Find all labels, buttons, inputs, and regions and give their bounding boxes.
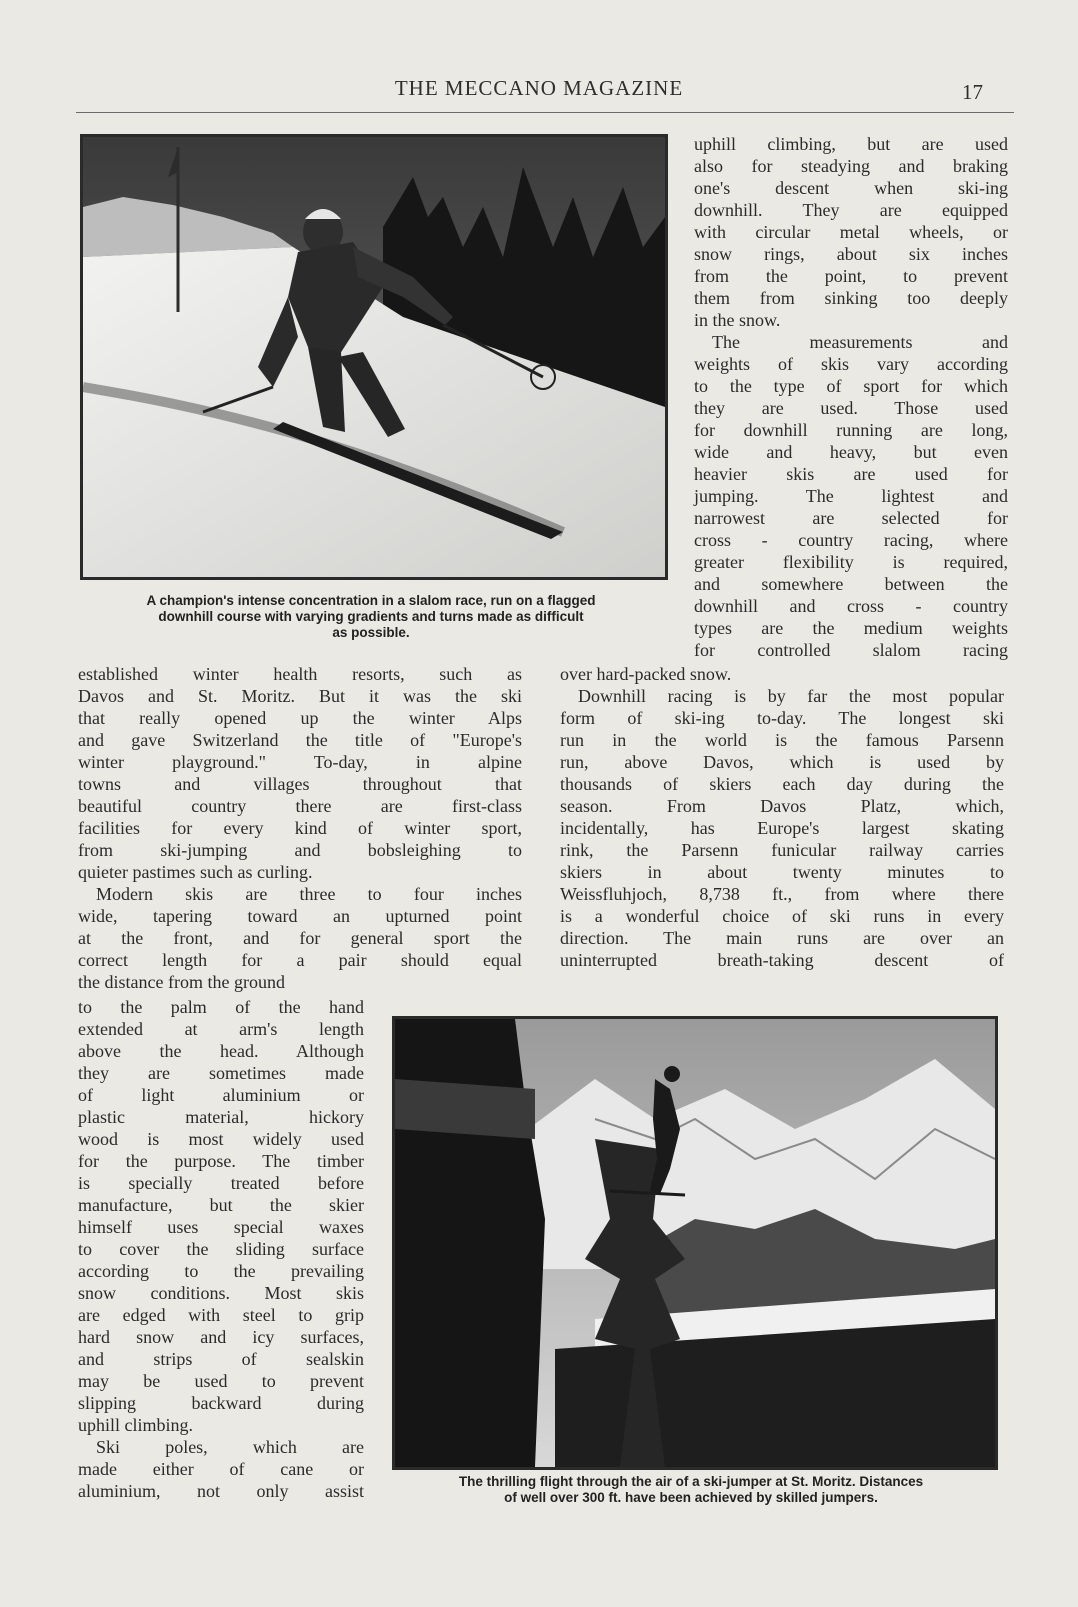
text-line: that really opened up the winter Alps	[78, 708, 522, 728]
caption-line: downhill course with varying gradients and turns made as difficult	[158, 609, 584, 624]
text-line: them from sinking too deeply	[694, 288, 1008, 308]
text-line: for the purpose. The timber	[78, 1151, 364, 1171]
column-middle-right	[560, 663, 1004, 971]
text-line: are edged with steel to grip	[78, 1305, 364, 1325]
text-line: himself uses special waxes	[78, 1217, 364, 1237]
text-line: wood is most widely used	[78, 1129, 364, 1149]
text-line: jumping. The lightest and	[694, 486, 1008, 506]
text-line: for downhill running are long,	[694, 420, 1008, 440]
text-line: and somewhere between the	[694, 574, 1008, 594]
text-line: with circular metal wheels, or	[694, 222, 1008, 242]
text-line: types are the medium weights	[694, 618, 1008, 638]
text-line: narrowest are selected for	[694, 508, 1008, 528]
text-line: above the head. Although	[78, 1041, 364, 1061]
page-number: 17	[962, 80, 983, 104]
text-line: winter playground." To-day, in alpine	[78, 752, 522, 772]
text-line: Weissfluhjoch, 8,738 ft., from where there	[560, 884, 1004, 904]
text-line: season. From Davos Platz, which,	[560, 796, 1004, 816]
text-line: downhill and cross - country	[694, 596, 1008, 616]
text-line: beautiful country there are first-class	[78, 796, 522, 816]
text-line: wide, tapering toward an upturned point	[78, 906, 522, 926]
ski-jumper-photo	[392, 1016, 998, 1470]
column-top-right	[694, 133, 1008, 661]
text-line: is a wonderful choice of ski runs in every	[560, 906, 1004, 926]
text-line: Ski poles, which are	[96, 1437, 364, 1457]
text-line: plastic material, hickory	[78, 1107, 364, 1127]
text-line: wide and heavy, but even	[694, 442, 1008, 462]
text-line: at the front, and for general sport the	[78, 928, 522, 948]
text-line: extended at arm's length	[78, 1019, 364, 1039]
text-line: weights of skis vary according	[694, 354, 1008, 374]
text-line: direction. The main runs are over an	[560, 928, 1004, 948]
text-line: uninterrupted breath-taking descent of	[560, 950, 1004, 970]
text-line: cross - country racing, where	[694, 530, 1008, 550]
text-line: for controlled slalom racing	[694, 640, 1008, 660]
text-line: incidentally, has Europe's largest skating	[560, 818, 1004, 838]
text-line: uphill climbing.	[78, 1415, 193, 1435]
text-line: hard snow and icy surfaces,	[78, 1327, 364, 1347]
slalom-photo-caption	[68, 593, 674, 641]
text-line: downhill. They are equipped	[694, 200, 1008, 220]
text-line: Downhill racing is by far the most popular	[578, 686, 1004, 706]
text-line: and strips of sealskin	[78, 1349, 364, 1369]
text-line: from ski-jumping and bobsleighing to	[78, 840, 522, 860]
caption-line: as possible.	[332, 625, 410, 640]
ski-jump-photo-illustration	[395, 1019, 995, 1467]
slalom-photo-illustration	[83, 137, 665, 577]
text-line: made either of cane or	[78, 1459, 364, 1479]
text-line: manufacture, but the skier	[78, 1195, 364, 1215]
text-line: facilities for every kind of winter sport,	[78, 818, 522, 838]
text-line: form of ski-ing to-day. The longest ski	[560, 708, 1004, 728]
text-line: they are used. Those used	[694, 398, 1008, 418]
text-line: Modern skis are three to four inches	[96, 884, 522, 904]
text-line: of light aluminium or	[78, 1085, 364, 1105]
text-line: to the type of sport for which	[694, 376, 1008, 396]
text-line: according to the prevailing	[78, 1261, 364, 1281]
text-line: may be used to prevent	[78, 1371, 364, 1391]
ski-jumper-photo-caption	[376, 1474, 1006, 1506]
text-line: is specially treated before	[78, 1173, 364, 1193]
text-line: uphill climbing, but are used	[694, 134, 1008, 154]
caption-line: A champion's intense concentration in a slalom race, run on a flagged	[146, 593, 596, 608]
text-line: also for steadying and braking	[694, 156, 1008, 176]
text-line: in the snow.	[694, 310, 781, 330]
column-middle-left	[78, 663, 522, 993]
text-line: rink, the Parsenn funicular railway carries	[560, 840, 1004, 860]
magazine-title: THE MECCANO MAGAZINE	[394, 76, 684, 100]
text-line: towns and villages throughout that	[78, 774, 522, 794]
text-line: to cover the sliding surface	[78, 1239, 364, 1259]
text-line: one's descent when ski-ing	[694, 178, 1008, 198]
text-line: Davos and St. Moritz. But it was the ski	[78, 686, 522, 706]
text-line: established winter health resorts, such as	[78, 664, 522, 684]
slalom-skier-photo	[80, 134, 668, 580]
text-line: to the palm of the hand	[78, 997, 364, 1017]
text-line: they are sometimes made	[78, 1063, 364, 1083]
text-line: run in the world is the famous Parsenn	[560, 730, 1004, 750]
text-line: greater flexibility is required,	[694, 552, 1008, 572]
text-line: heavier skis are used for	[694, 464, 1008, 484]
text-line: the distance from the ground	[78, 972, 285, 992]
text-line: from the point, to prevent	[694, 266, 1008, 286]
text-line: snow conditions. Most skis	[78, 1283, 364, 1303]
text-line: quieter pastimes such as curling.	[78, 862, 313, 882]
text-line: snow rings, about six inches	[694, 244, 1008, 264]
caption-line: The thrilling flight through the air of a ski-jumper at St. Moritz. Distances	[458, 1474, 924, 1489]
text-line: correct length for a pair should equal	[78, 950, 522, 970]
text-line: aluminium, not only assist	[78, 1481, 364, 1501]
text-line: and gave Switzerland the title of "Europe's	[78, 730, 522, 750]
header-rule	[76, 112, 1014, 113]
text-line: run, above Davos, which is used by	[560, 752, 1004, 772]
caption-line: of well over 300 ft. have been achieved by skilled jumpers.	[504, 1490, 878, 1505]
text-line: over hard-packed snow.	[560, 664, 732, 684]
text-line: skiers in about twenty minutes to	[560, 862, 1004, 882]
text-line: slipping backward during	[78, 1393, 364, 1413]
text-line: The measurements and	[712, 332, 1008, 352]
column-bottom-left	[78, 996, 364, 1502]
text-line: thousands of skiers each day during the	[560, 774, 1004, 794]
